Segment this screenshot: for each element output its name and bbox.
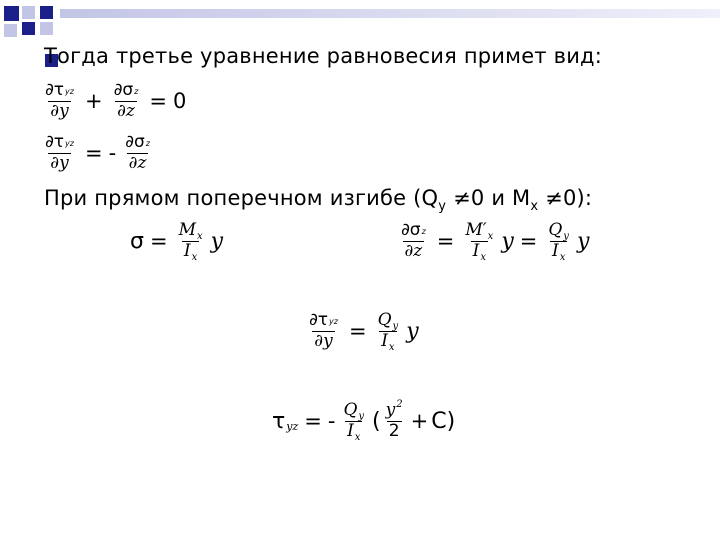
fraction: $\frac{\text{∂τyz}}{\partial y}$ [45,132,74,173]
fraction: $\frac{\partial\sigma z}{\partial z}$ [401,220,426,261]
deco-square [22,22,35,35]
deco-square [22,6,35,19]
intro-text: Тогда третье уравнение равновесия примет вид: [44,44,603,68]
deco-square [4,24,17,37]
fraction: $\frac{M'_x}{I_x}$ [465,220,494,263]
bending-condition-text: При прямом поперечном изгибе ($Q_y \ne 0$ и $M_x \ne 0$): [44,186,593,214]
fraction: $\frac{y^2}{2}$ [385,399,403,441]
fraction: $\frac{\partial\sigma z}{\partial z}$ [125,132,150,173]
equation-stress-derivative: $\frac{\partial\sigma z}{\partial z}$ = $\frac{M'_x}{I_x}$ y = $\frac{Q_y}{I_x}$ y [401,220,590,263]
fraction: $\frac{\text{∂τyz}}{\partial y}$ [309,310,338,351]
deco-square [4,6,19,21]
equation-shear-stress: τ yz = - $\frac{Q_y}{I_x}$ ( $\frac{y^2}{2}$ + С ) [272,399,456,443]
fraction: $\frac{\partial\sigma z}{\partial z}$ [113,80,139,121]
decorative-squares [0,0,720,48]
fraction: $\frac{M_x}{I_x}$ [178,220,203,263]
equation-shear-derivative: $\frac{\text{∂τyz}}{\partial y}$ = $\frac{Q_y}{I_x}$ y [309,310,419,353]
fraction: $\frac{\text{∂τyz}}{\partial y}$ [45,80,74,121]
deco-square [40,22,53,35]
fraction: $\frac{Q_y}{I_x}$ [343,400,365,443]
equation-equilibrium: $\frac{\text{∂τyz}}{\partial y}$ + $\frac{\partial\sigma z}{\partial z}$ = 0 [45,80,187,121]
deco-square [40,6,53,19]
equation-rearranged: $\frac{\text{∂τyz}}{\partial y}$ = - $\frac{\partial\sigma z}{\partial z}$ [45,132,150,173]
deco-strip [60,9,720,18]
fraction: $\frac{Q_y}{I_x}$ [548,220,569,263]
fraction: $\frac{Q_y}{I_x}$ [377,310,399,353]
equation-normal-stress: σ = $\frac{M_x}{I_x}$ y [130,220,224,263]
